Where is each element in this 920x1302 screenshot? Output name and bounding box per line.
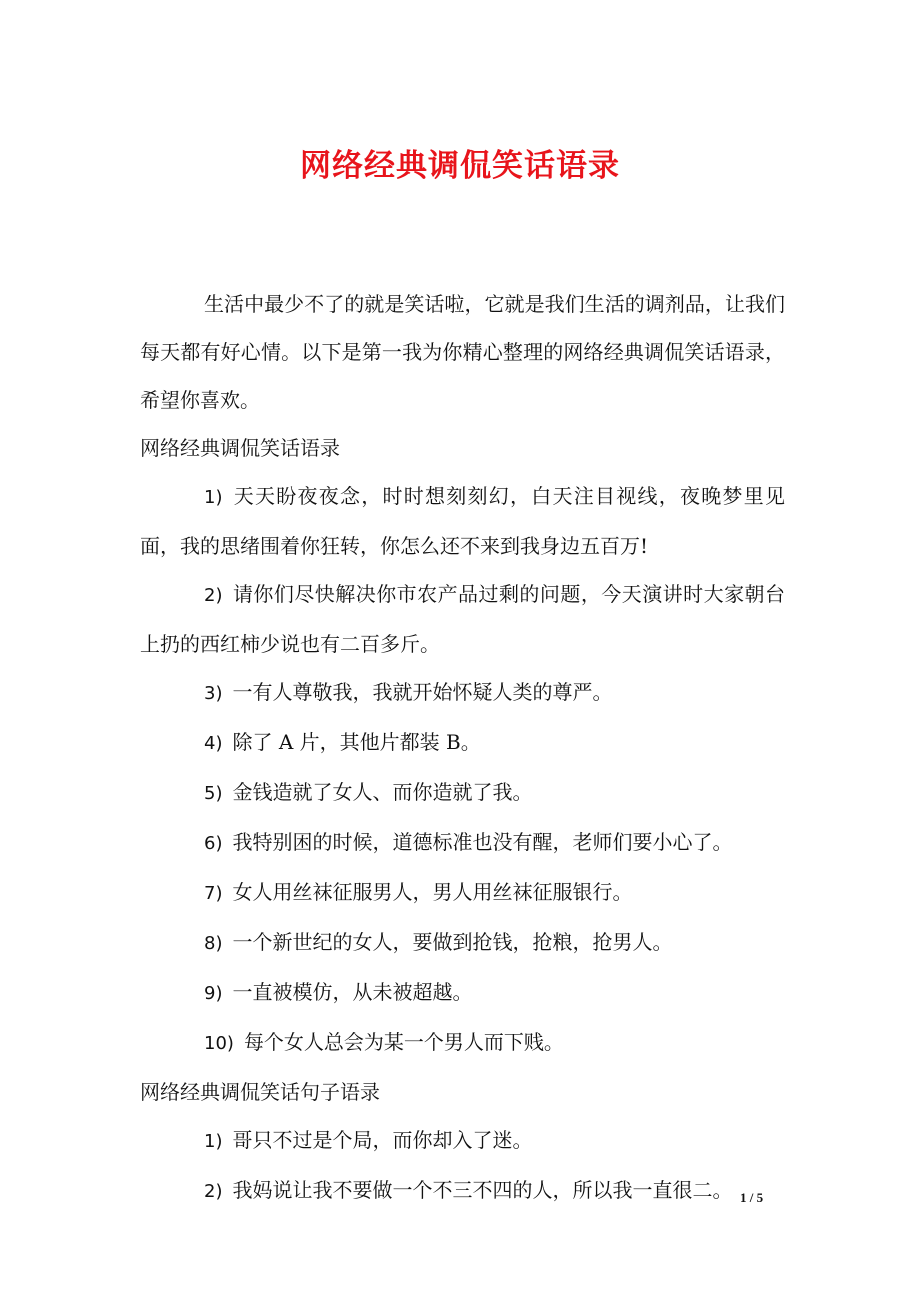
item-text: 金钱造就了女人、而你造就了我。 xyxy=(232,780,533,804)
item-text: 我妈说让我不要做一个不三不四的人，所以我一直很二。 xyxy=(232,1178,733,1202)
list-item xyxy=(140,918,785,968)
item-number: 2) xyxy=(204,1181,223,1202)
list-item xyxy=(140,718,785,768)
item-number: 6) xyxy=(204,833,223,854)
list-item xyxy=(140,668,785,718)
list-item xyxy=(140,868,785,918)
item-number: 1) xyxy=(204,1131,223,1152)
section-heading: 网络经典调侃笑话语录 xyxy=(140,436,340,460)
item-number: 10) xyxy=(204,1033,234,1054)
item-number: 9) xyxy=(204,983,223,1004)
document-title: 网络经典调侃笑话语录 xyxy=(300,148,620,184)
item-text: 女人用丝袜征服男人，男人用丝袜征服银行。 xyxy=(232,880,633,904)
item-text: 除了 A 片，其他片都装 B。 xyxy=(232,730,481,754)
item-text: 每个女人总会为某一个男人而下贱。 xyxy=(243,1030,564,1054)
item-number: 1) xyxy=(204,487,223,508)
list-item xyxy=(140,1018,785,1068)
item-text: 一直被模仿，从未被超越。 xyxy=(232,980,473,1004)
list-item xyxy=(140,570,785,668)
item-text: 哥只不过是个局，而你却入了迷。 xyxy=(232,1128,533,1152)
item-text: 天天盼夜夜念，时时想刻刻幻，白天注目视线，夜晚梦里见面，我的思绪围着你狂转，你怎么还不来到我身边五百万! xyxy=(140,484,785,558)
item-number: 8) xyxy=(204,933,223,954)
list-item xyxy=(140,818,785,868)
section-heading: 网络经典调侃笑话句子语录 xyxy=(140,1080,380,1104)
item-text: 一个新世纪的女人，要做到抢钱，抢粮，抢男人。 xyxy=(232,930,673,954)
list-item xyxy=(140,1116,785,1166)
list-item xyxy=(140,968,785,1018)
list-item xyxy=(140,472,785,570)
document-body xyxy=(140,280,785,1216)
item-text: 一有人尊敬我，我就开始怀疑人类的尊严。 xyxy=(232,680,613,704)
item-number: 4) xyxy=(204,733,223,754)
item-number: 2) xyxy=(204,585,223,606)
item-text: 请你们尽快解决你市农产品过剩的问题，今天演讲时大家朝台上扔的西红柿少说也有二百多斤。 xyxy=(140,582,785,656)
intro-paragraph: 生活中最少不了的就是笑话啦，它就是我们生活的调剂品，让我们每天都有好心情。以下是第一我为你精心整理的网络经典调侃笑话语录，希望你喜欢。 xyxy=(140,292,785,412)
list-item xyxy=(140,768,785,818)
item-number: 7) xyxy=(204,883,223,904)
list-item xyxy=(140,1166,785,1216)
item-text: 我特别困的时候，道德标准也没有醒，老师们要小心了。 xyxy=(232,830,733,854)
item-number: 5) xyxy=(204,783,223,804)
page-number: 1 / 5 xyxy=(740,1190,764,1205)
item-number: 3) xyxy=(204,683,223,704)
